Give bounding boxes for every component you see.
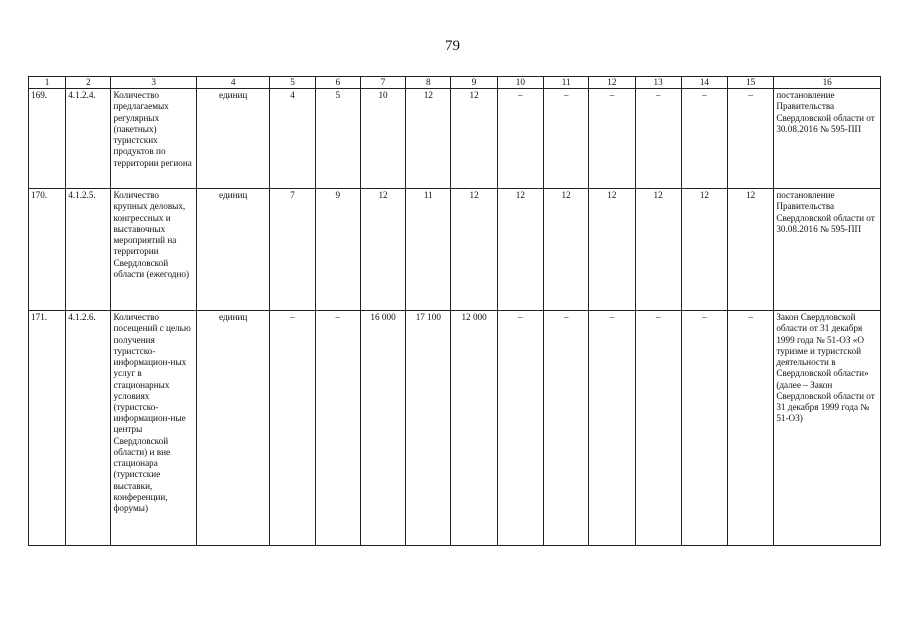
source-document: постановление Правительства Свердловской области от 30.08.2016 № 595-ПП bbox=[774, 89, 881, 189]
table-row bbox=[29, 311, 881, 546]
header-row bbox=[29, 77, 881, 89]
value-cell: – bbox=[681, 311, 727, 546]
header-cell: 7 bbox=[360, 77, 405, 89]
header-cell: 5 bbox=[270, 77, 315, 89]
value-cell: – bbox=[315, 311, 360, 546]
header-cell: 9 bbox=[451, 77, 497, 89]
row-number: 170. bbox=[29, 189, 66, 311]
value-cell: 12 bbox=[360, 189, 405, 311]
header-cell: 14 bbox=[681, 77, 727, 89]
value-cell: 17 100 bbox=[406, 311, 451, 546]
table-row bbox=[29, 89, 881, 189]
value-cell: – bbox=[497, 89, 543, 189]
value-cell: 12 bbox=[543, 189, 588, 311]
header-cell: 8 bbox=[406, 77, 451, 89]
indicator-name: Количество посещений с целью получения туристско-информацион-ных услуг в стационарных условиях (туристско-информацион-ные центры Свердловской области) и вне стационара (туристские выставки, конференции, форумы) bbox=[111, 311, 197, 546]
table-row bbox=[29, 189, 881, 311]
indicator-code: 4.1.2.5. bbox=[66, 189, 111, 311]
row-number: 171. bbox=[29, 311, 66, 546]
value-cell: 12 bbox=[728, 189, 774, 311]
source-document: постановление Правительства Свердловской области от 30.08.2016 № 595-ПП bbox=[774, 189, 881, 311]
indicator-code: 4.1.2.6. bbox=[66, 311, 111, 546]
value-cell: 7 bbox=[270, 189, 315, 311]
value-cell: – bbox=[270, 311, 315, 546]
value-cell: 12 bbox=[406, 89, 451, 189]
value-cell: – bbox=[728, 311, 774, 546]
source-document: Закон Свердловской области от 31 декабря 1999 года № 51-ОЗ «О туризме и туристской деятельности в Свердловской области» (далее – Закон Свердловской области от 31 декабря 1999 года № 51-ОЗ) bbox=[774, 311, 881, 546]
header-cell: 13 bbox=[635, 77, 681, 89]
value-cell: – bbox=[497, 311, 543, 546]
value-cell: 9 bbox=[315, 189, 360, 311]
indicators-table bbox=[28, 76, 881, 546]
indicator-name: Количество крупных деловых, конгрессных и выставочных мероприятий на территории Свердловской области (ежегодно) bbox=[111, 189, 197, 311]
unit-cell: единиц bbox=[196, 311, 269, 546]
header-cell: 3 bbox=[111, 77, 197, 89]
header-cell: 6 bbox=[315, 77, 360, 89]
value-cell: – bbox=[635, 311, 681, 546]
value-cell: – bbox=[589, 89, 635, 189]
value-cell: 10 bbox=[360, 89, 405, 189]
header-cell: 10 bbox=[497, 77, 543, 89]
value-cell: 12 bbox=[451, 189, 497, 311]
row-number: 169. bbox=[29, 89, 66, 189]
value-cell: 4 bbox=[270, 89, 315, 189]
indicator-name: Количество предлагаемых регулярных (пакетных) туристских продуктов по территории региона bbox=[111, 89, 197, 189]
value-cell: – bbox=[589, 311, 635, 546]
value-cell: 12 bbox=[635, 189, 681, 311]
header-cell: 1 bbox=[29, 77, 66, 89]
value-cell: – bbox=[728, 89, 774, 189]
value-cell: – bbox=[681, 89, 727, 189]
value-cell: 5 bbox=[315, 89, 360, 189]
value-cell: 11 bbox=[406, 189, 451, 311]
indicator-code: 4.1.2.4. bbox=[66, 89, 111, 189]
unit-cell: единиц bbox=[196, 89, 269, 189]
value-cell: – bbox=[543, 311, 588, 546]
header-cell: 12 bbox=[589, 77, 635, 89]
value-cell: 12 bbox=[451, 89, 497, 189]
header-cell: 15 bbox=[728, 77, 774, 89]
value-cell: – bbox=[543, 89, 588, 189]
header-cell: 2 bbox=[66, 77, 111, 89]
value-cell: 16 000 bbox=[360, 311, 405, 546]
value-cell: 12 000 bbox=[451, 311, 497, 546]
header-cell: 11 bbox=[543, 77, 588, 89]
value-cell: – bbox=[635, 89, 681, 189]
header-cell: 4 bbox=[196, 77, 269, 89]
header-cell: 16 bbox=[774, 77, 881, 89]
value-cell: 12 bbox=[589, 189, 635, 311]
value-cell: 12 bbox=[497, 189, 543, 311]
page-number: 79 bbox=[445, 38, 460, 54]
unit-cell: единиц bbox=[196, 189, 269, 311]
value-cell: 12 bbox=[681, 189, 727, 311]
